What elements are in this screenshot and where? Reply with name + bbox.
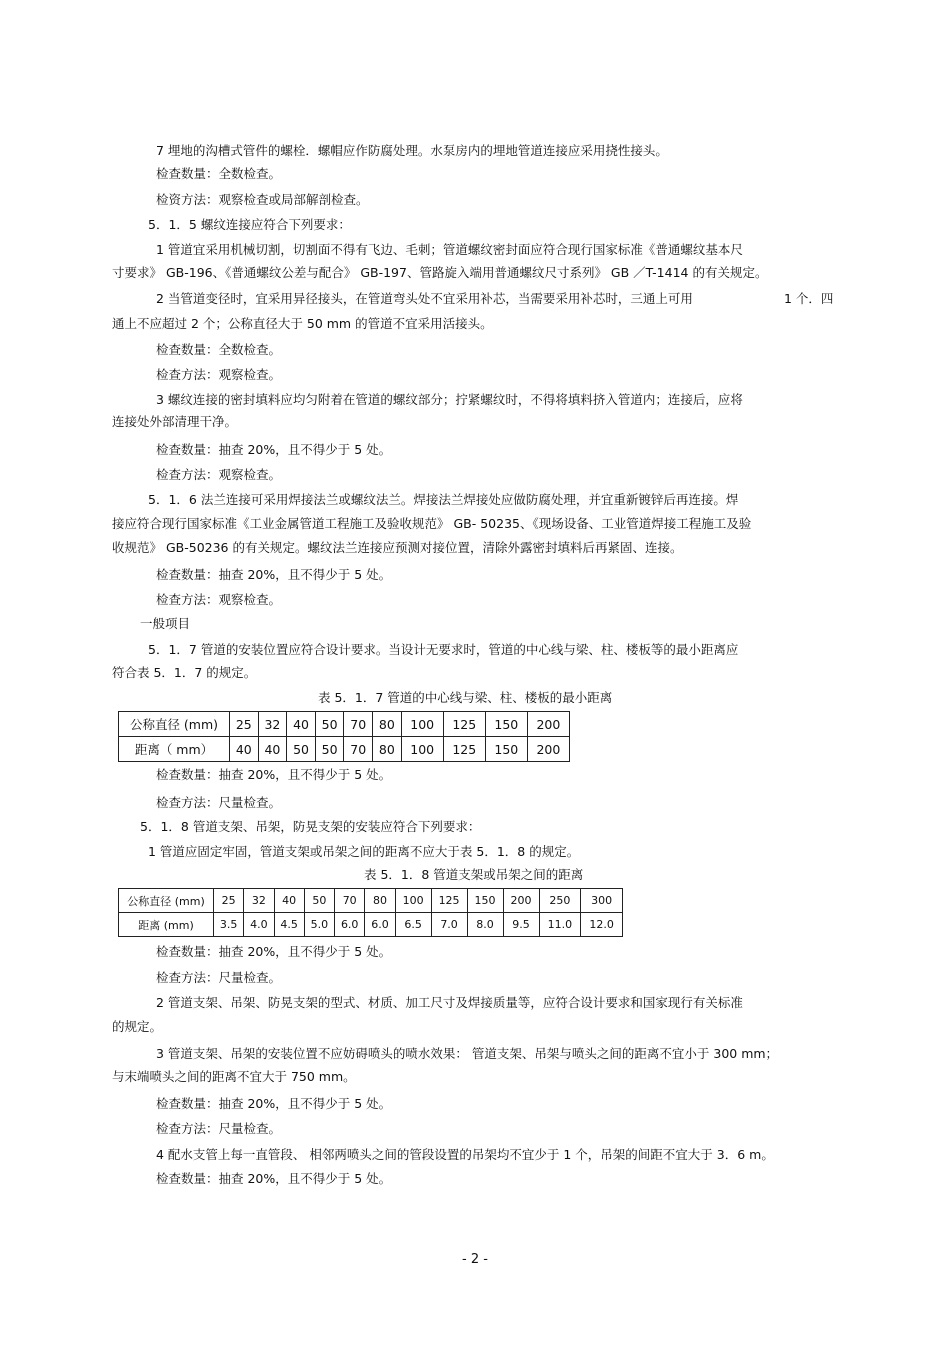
paragraph-line: 7 埋地的沟槽式管件的螺栓．螺帽应作防腐处理。水泵房内的埋地管道连接应采用挠性接头。 (156, 143, 668, 158)
table-cell: 4.5 (274, 913, 304, 937)
table-cell: 200 (503, 889, 539, 913)
table-cell: 3.5 (214, 913, 244, 937)
paragraph-line: 1 管道应固定牢固，管道支架或吊架之间的距离不应大于表 5．1．8 的规定。 (148, 844, 580, 859)
table-cell: 50 (304, 889, 334, 913)
table-cell: 125 (443, 737, 485, 762)
min-distance-table (118, 711, 570, 762)
table-cell: 100 (401, 737, 443, 762)
paragraph-line: 3 管道支架、吊架的安装位置不应妨碍喷头的喷水效果： 管道支架、吊架与喷头之间的距离不宜小于 300 mm； (156, 1046, 779, 1061)
table-cell: 11.0 (539, 913, 581, 937)
table-cell: 25 (230, 712, 259, 737)
paragraph-line: 检查数量：抽查 20%，且不得少于 5 处。 (156, 1096, 392, 1111)
table-cell: 150 (485, 737, 527, 762)
table-cell: 250 (539, 889, 581, 913)
table-cell: 125 (443, 712, 485, 737)
paragraph-line: 检查数量：全数检查。 (156, 342, 282, 357)
paragraph-line: 检查数量：抽查 20%，且不得少于 5 处。 (156, 767, 392, 782)
paragraph-line: 通上不应超过 2 个；公称直径大于 50 mm 的管道不宜采用活接头。 (112, 316, 493, 331)
table-cell: 距离 (mm) (119, 913, 214, 937)
section-heading: 5．1．8 管道支架、吊架，防晃支架的安装应符合下列要求： (140, 819, 481, 834)
table-cell: 80 (373, 712, 402, 737)
table-cell: 公称直径 (mm) (119, 889, 214, 913)
paragraph-line: 检查数量：抽查 20%，且不得少于 5 处。 (156, 567, 392, 582)
table-cell: 70 (335, 889, 365, 913)
paragraph-line: 4 配水支管上每一直管段、 相邻两喷头之间的管段设置的吊架均不宜少于 1 个，吊架的间距不宜大于 3．6 m。 (156, 1147, 774, 1162)
table-row (119, 889, 623, 913)
paragraph-line: 连接处外部清理干净。 (112, 414, 238, 429)
paragraph-line: 符合表 5．1．7 的规定。 (112, 665, 257, 680)
table-cell: 25 (214, 889, 244, 913)
table-cell: 9.5 (503, 913, 539, 937)
section-heading: 5．1．5 螺纹连接应符合下列要求： (148, 217, 351, 232)
paragraph-line: 1 管道宜采用机械切割，切割面不得有飞边、毛刺；管道螺纹密封面应符合现行国家标准《普通螺纹基本尺 (156, 242, 743, 257)
paragraph-line: 检查数量：全数检查。 (156, 166, 282, 181)
table-cell: 40 (287, 712, 316, 737)
table-cell: 40 (230, 737, 259, 762)
table-cell: 100 (401, 712, 443, 737)
paragraph-line: 检查方法：尺量检查。 (156, 795, 282, 810)
paragraph-line: 检查方法：尺量检查。 (156, 970, 282, 985)
table-row (119, 737, 570, 762)
table-cell: 公称直径 (mm) (119, 712, 230, 737)
table-cell: 300 (581, 889, 623, 913)
paragraph-line: 检资方法：观察检查或局部解剖检查。 (156, 192, 369, 207)
table-row (119, 712, 570, 737)
paragraph-line: 检查方法：观察检查。 (156, 367, 282, 382)
table-cell: 50 (287, 737, 316, 762)
support-spacing-table (118, 888, 623, 937)
table-cell: 6.5 (395, 913, 431, 937)
table-cell: 距离（ mm） (119, 737, 230, 762)
paragraph-line: 收规范》 GB-50236 的有关规定。螺纹法兰连接应预测对接位置，清除外露密封填料后再紧固、连接。 (112, 540, 683, 555)
table-cell: 7.0 (431, 913, 467, 937)
paragraph-line: 1 个．四 (784, 291, 834, 306)
table-cell: 8.0 (467, 913, 503, 937)
table-cell: 40 (258, 737, 287, 762)
table-cell: 80 (365, 889, 395, 913)
paragraph-line: 2 当管道变径时，宜采用异径接头，在管道弯头处不宜采用补芯，当需要采用补芯时，三通上可用 (156, 291, 693, 306)
table-cell: 32 (258, 712, 287, 737)
table-cell: 12.0 (581, 913, 623, 937)
table-cell: 70 (344, 737, 373, 762)
paragraph-line: 检查方法：尺量检查。 (156, 1121, 282, 1136)
table-cell: 6.0 (365, 913, 395, 937)
paragraph-line: 检查方法：观察检查。 (156, 592, 282, 607)
table-cell: 150 (485, 712, 527, 737)
table-cell: 5.0 (304, 913, 334, 937)
table-cell: 6.0 (335, 913, 365, 937)
table-caption: 表 5．1．7 管道的中心线与梁、柱、楼板的最小距离 (318, 690, 613, 705)
paragraph-line: 2 管道支架、吊架、防晃支架的型式、材质、加工尺寸及焊接质量等，应符合设计要求和国家现行有关标准 (156, 995, 743, 1010)
table-cell: 70 (344, 712, 373, 737)
section-heading: 5．1．6 法兰连接可采用焊接法兰或螺纹法兰。焊接法兰焊接处应做防腐处理，并宜重新镀锌后再连接。焊 (148, 492, 739, 507)
table-cell: 50 (315, 737, 344, 762)
table-cell: 4.0 (244, 913, 274, 937)
section-heading: 5．1．7 管道的安装位置应符合设计要求。当设计无要求时，管道的中心线与梁、柱、楼板等的最小距离应 (148, 642, 739, 657)
paragraph-line: 的规定。 (112, 1019, 163, 1034)
table-cell: 150 (467, 889, 503, 913)
table-cell: 80 (373, 737, 402, 762)
subsection-heading: 一般项目 (140, 616, 191, 631)
paragraph-line: 3 螺纹连接的密封填料应均匀附着在管道的螺纹部分；拧紧螺纹时，不得将填料挤入管道内；连接后，应将 (156, 392, 743, 407)
table-cell: 100 (395, 889, 431, 913)
table-cell: 200 (527, 712, 569, 737)
table-cell: 125 (431, 889, 467, 913)
paragraph-line: 寸要求》 GB-196、《普通螺纹公差与配合》 GB-197、管路旋入端用普通螺纹尺寸系列》 GB ／T-1414 的有关规定。 (112, 265, 768, 280)
paragraph-line: 接应符合现行国家标准《工业金属管道工程施工及验收规范》 GB- 50235、《现场设备、工业管道焊接工程施工及验 (112, 516, 752, 531)
table-caption: 表 5．1．8 管道支架或吊架之间的距离 (364, 867, 584, 882)
paragraph-line: 检查数量：抽查 20%，且不得少于 5 处。 (156, 442, 392, 457)
table-row (119, 913, 623, 937)
table-cell: 32 (244, 889, 274, 913)
paragraph-line: 检查数量：抽查 20%，且不得少于 5 处。 (156, 944, 392, 959)
paragraph-line: 检查方法：观察检查。 (156, 467, 282, 482)
paragraph-line: 与末端喷头之间的距离不宜大于 750 mm。 (112, 1069, 356, 1084)
paragraph-line: 检查数量：抽查 20%，且不得少于 5 处。 (156, 1171, 392, 1186)
table-cell: 50 (315, 712, 344, 737)
page-number: - 2 - (462, 1252, 488, 1267)
table-cell: 200 (527, 737, 569, 762)
table-cell: 40 (274, 889, 304, 913)
